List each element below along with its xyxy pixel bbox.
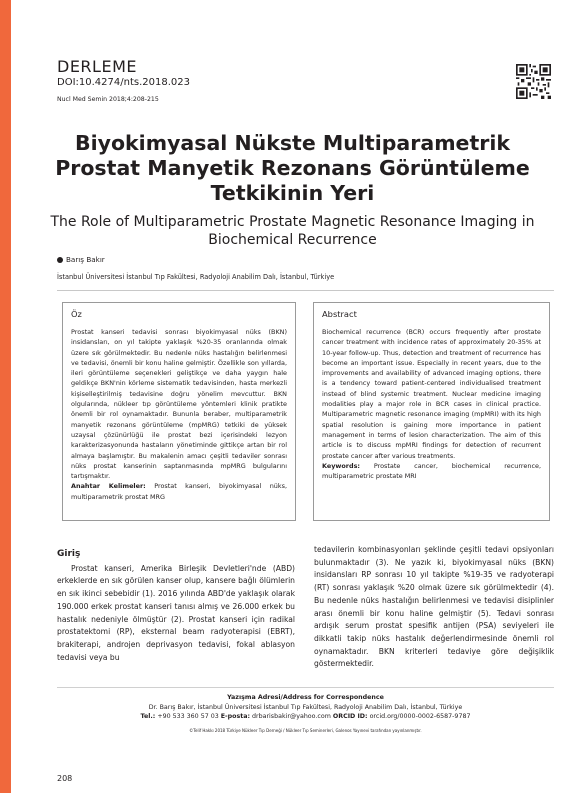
page-number: 208 <box>57 774 73 783</box>
section-heading-giris: Giriş <box>57 549 81 559</box>
correspondence-divider <box>57 687 554 688</box>
abstract-keywords <box>322 461 541 482</box>
article-title-english: The Role of Multiparametric Prostate Magnetic Resonance Imaging in Biochemical Recurrence <box>50 214 535 248</box>
correspondence-block <box>57 693 554 722</box>
citation: Nucl Med Semin 2018;4:208-215 <box>57 96 159 103</box>
accent-sidebar <box>0 0 11 793</box>
author-affiliation: İstanbul Üniversitesi İstanbul Tıp Fakültesi, Radyoloji Anabilim Dalı, İstanbul, Türkiye <box>57 273 335 281</box>
oz-keywords <box>71 481 287 502</box>
doi[interactable]: DOI:10.4274/nts.2018.023 <box>57 77 190 88</box>
oz-text: Prostat kanseri tedavisi sonrası biyokimyasal nüks (BKN) insidansları, on yıl takipte yaklaşık %20-35 oranlarında olmak üzere sık görülmektedir. Bu nedenle nüks hastalığın belirlenmesi ve tedavisi, önemli bir konu haline gelmiştir. Özellikle son yıllarda, ileri görüntüleme seçenekleri geliştikçe ve daha yaygın hale geldikçe BKN'nin körleme sistematik tedavisinden, hasta merkezli kişiselleştirilmiş tedavisine doğru yönelim mevcuttur. BKN olgularında, nükleer tıp görüntüleme yöntemleri klinik pratikte önemli bir rol oynamaktadır. Bununla beraber, multiparametrik manyetik rezonans görüntüleme (mpMRG) tetkiki de yüksek uzaysal çözünürlüğü ile prostat bezi içerisindeki lezyon karakterizasyonunda hastaların yönetiminde gittikçe artan bir rol almaya başlamıştır. Bu makalenin amacı çeşitli tedaviler sonrası nüks prostat kanserinin saptanmasında mpMRG bulgularını tartışmaktır. <box>71 328 287 481</box>
section-label: DERLEME <box>57 57 137 76</box>
correspondence-heading: Yazışma Adresi/Address for Correspondence <box>227 694 384 701</box>
divider <box>57 290 554 291</box>
abstract-text: Biochemical recurrence (BCR) occurs frequently after prostate cancer treatment with incidence rates of approximately 20-35% at 10-year follow-up. Thus, detection and treatment of recurrence has become an important issue. Especially in recent years, due to the improvements and availability of advanced imaging options, there is a tendency toward patient-centered individualised treatment instead of blind systemic treatment. Nuclear medicine imaging modalities play a major role in BCR cases in clinical practice. Multiparametric magnetic resonance imaging (mpMRI) with its high spatial resolution is gaining more importance in patient management in terms of lesion characterization. The aim of this article is to discuss mpMRI findings for detection of recurrent prostate cancer after various treatments. <box>322 328 541 460</box>
orcid-icon[interactable] <box>57 257 63 263</box>
qr-code-icon <box>516 64 551 99</box>
oz-keywords-text: Prostat kanseri, biyokimyasal nüks, multiparametrik prostat MRG <box>71 482 287 501</box>
abstract-keywords-text: Prostate cancer, biochemical recurrence, multiparametric prostate MRI <box>322 461 541 481</box>
body-paragraph-right: tedavilerin kombinasyonları şeklinde çeşitli tedavi opsiyonları bulunmaktadır (3). Ne yazık ki, biyokimyasal nüks (BKN) insidansları RP sonrası 10 yıl takipte %19-35 ve radyoterapi (RT) sonrası yaklaşık %20 olmak üzere sık görülmektedir (4). Bu nedenle nüks hastalığın belirlenmesi ve tedavisi disiplinler arası önemli bir konu haline gelmiştir (5). Tedavi sonrası ardışık serum prostat spesifik antijen (PSA) seviyeleri ile dikkatli takip nüks hastalık değerlendirmesinde önemli rol oynamaktadır. BKN kriterleri tedaviye göre değişiklik göstermektedir. <box>314 545 554 669</box>
body-column-right <box>314 544 554 671</box>
phone-label: Tel.: <box>140 713 156 721</box>
orcid-label: ORCID ID: <box>332 713 368 721</box>
author <box>57 255 105 264</box>
author-name: Barış Bakır <box>66 255 105 264</box>
abstract-keywords-label: Keywords: <box>322 461 360 470</box>
phone: +90 533 360 57 03 <box>157 713 219 721</box>
correspondence-contact <box>57 712 554 722</box>
body-paragraph-left: Prostat kanseri, Amerika Birleşik Devletleri'nde (ABD) erkeklerde en sık görülen kanser olup, kansere bağlı ölümlerin en sık ikinci sebebidir (1). 2016 yılında ABD'de yaklaşık olarak 190.000 erkek prostat kanseri tanısı almış ve 26.000 erkek bu hastalık nedeniyle ölmüştür (2). Prostat kanseri için radikal prostatektomi (RP), eksternal beam radyoterapisi (EBRT), brakiterapi, androjen deprivasyon tedavisi, fokal ablasyon tedavisi veya bu <box>57 563 295 662</box>
correspondence-address: Dr. Barış Bakır, İstanbul Üniversitesi İstanbul Tıp Fakültesi, Radyoloji Anabilim Dalı, İstanbul, Türkiye <box>148 703 463 711</box>
email-label: E-posta: <box>220 713 251 721</box>
oz-heading: Öz <box>71 309 82 319</box>
abstract-heading: Abstract <box>322 309 357 319</box>
oz-box <box>62 302 296 521</box>
oz-keywords-label: Anahtar Kelimeler: <box>71 482 146 491</box>
email-link[interactable]: drbarisbakir@yahoo.com <box>252 713 331 721</box>
abstract-box <box>313 302 550 521</box>
orcid-link[interactable]: orcid.org/0000-0002-6587-9787 <box>369 713 471 721</box>
article-title-turkish: Biyokimyasal Nükste Multiparametrik Prostat Manyetik Rezonans Görüntüleme Tetkikinin Yeri <box>55 131 530 205</box>
copyright-note: ©Telif Hakkı 2018 Türkiye Nükleer Tıp Derneği / Nükleer Tıp Seminerleri, Galenos Yayınevi tarafından yayınlanmıştır. <box>189 728 422 733</box>
body-column-left <box>57 548 295 664</box>
